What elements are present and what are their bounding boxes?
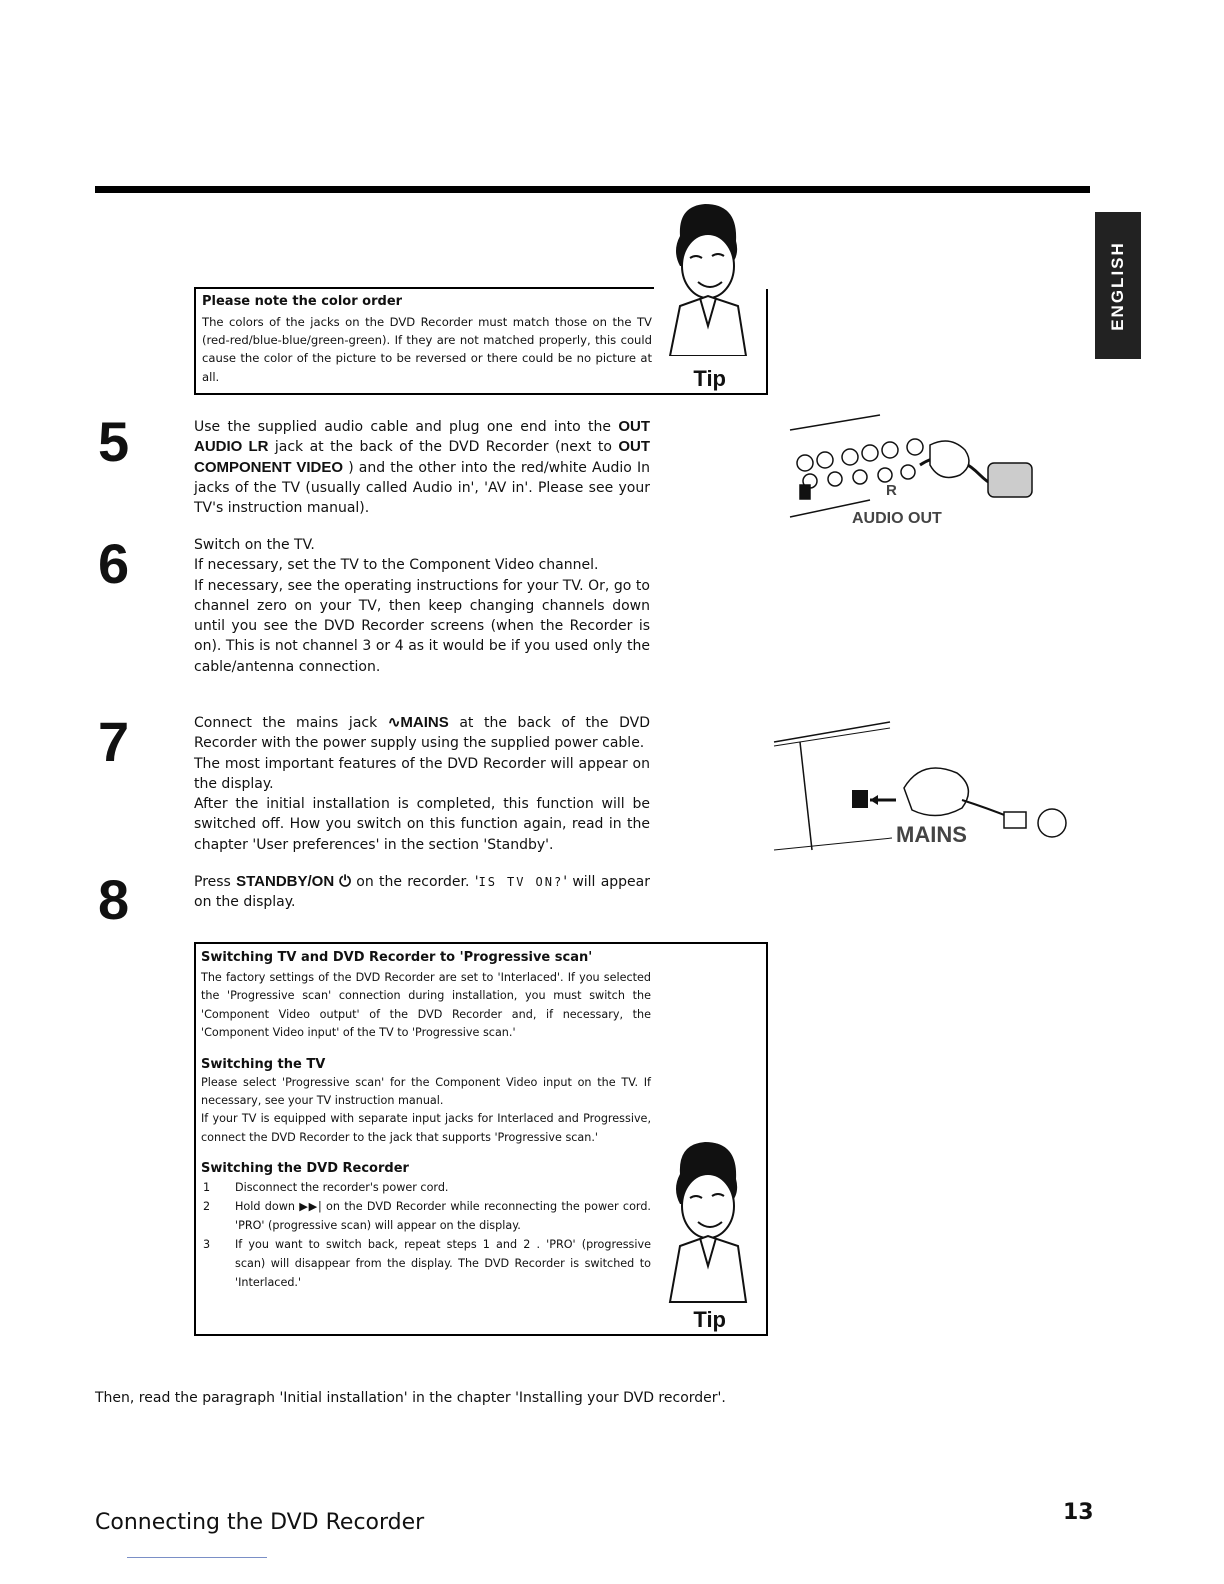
step-6-text: Switch on the TV. If necessary, set the TV to the Component Video channel. If necessary, see the operating instructions for your TV. Or, go to channel zero on your TV, then keep changing channels down until you see the DVD Recorder screens (when the Recorder is on). This is not channel 3 or 4 as it would be if you used only the cable/antenna connection. [194, 537, 650, 675]
list-item: 2 Hold down ▶▶| on the DVD Recorder while reconnecting the power cord. 'PRO' (progressive scan) will appear on the display. [203, 1200, 651, 1233]
footer-note: Then, read the paragraph 'Initial installation' in the chapter 'Installing your DVD recorder'. [95, 1390, 726, 1406]
tip-mascot-face-icon [650, 196, 760, 356]
language-tab [1095, 212, 1141, 359]
audio-out-illustration [780, 405, 1050, 530]
step-number-5: 5 [98, 410, 130, 473]
tip2-intro: The factory settings of the DVD Recorder are set to 'Interlaced'. If you selected the 'Progressive scan' connection during installation, you must switch the 'Component Video output' of the DVD Recorder and, if necessary, the 'Component Video input' of the TV to 'Progressive scan.' [201, 971, 651, 1040]
tip2-label: Tip [693, 1307, 726, 1332]
tip2-recorder-steps [201, 1178, 651, 1292]
audio-out-label: AUDIO OUT [852, 510, 942, 527]
step-number-8: 8 [98, 868, 130, 931]
mains-illustration [772, 718, 1072, 858]
tip2-tv-line-1: Please select 'Progressive scan' for the Component Video input on the TV. If necessary, see your TV instruction manual. [201, 1075, 651, 1108]
step-8-text: Press STANDBY/ON ⏻ on the recorder. 'IS TV ON?' will appear on the display. [194, 873, 651, 911]
tip2-title: Switching TV and DVD Recorder to 'Progressive scan' [201, 950, 593, 965]
tip2-tv-heading: Switching the TV [201, 1056, 326, 1072]
language-tab-label: ENGLISH [1108, 240, 1127, 331]
tip-title: Please note the color order [202, 294, 403, 309]
mains-label: MAINS [896, 822, 967, 847]
step-number-6: 6 [98, 532, 130, 595]
tip2-tv-line-2: If your TV is equipped with separate input jacks for Interlaced and Progressive, connect the DVD Recorder to the jack that supports 'Progressive scan.' [201, 1112, 651, 1144]
tip2-mascot-face-icon [650, 1134, 760, 1304]
step-number-7: 7 [98, 710, 130, 773]
list-item: 3 If you want to switch back, repeat steps 1 and 2 . 'PRO' (progressive scan) will disappear from the display. The DVD Recorder is switched to 'Interlaced.' [203, 1238, 651, 1290]
top-rule [95, 186, 1090, 193]
tip-label: Tip [693, 366, 726, 391]
step-7-text: Connect the mains jack ∿MAINS at the back of the DVD Recorder with the power supply using the supplied power cable. The most important features of the DVD Recorder will appear on the display. After the initial installation is completed, this function will be switched off. How you switch on this function again, read in the chapter 'User preferences' in the section 'Standby'. [194, 714, 650, 853]
tip-body: The colors of the jacks on the DVD Recorder must match those on the TV (red-red/blue-blue/green-green). If they are not matched properly, this could cause the color of the picture to be reversed or there could be no picture at all. [202, 315, 652, 384]
page-number: 13 [1063, 1500, 1094, 1525]
list-item: 1 Disconnect the recorder's power cord. [203, 1181, 449, 1195]
section-title: Connecting the DVD Recorder [95, 1510, 425, 1535]
footer-underline [127, 1557, 267, 1558]
tip2-recorder-heading: Switching the DVD Recorder [201, 1161, 409, 1177]
step-5-text: Use the supplied audio cable and plug one end into the OUT AUDIO LR jack at the back of the DVD Recorder (next to OUT COMPONENT VIDEO ) and the other into the red/white Audio In jacks of the TV (usually called Audio in', 'AV in'. Please see your TV's instruction manual). [194, 418, 650, 517]
jack-r-label: R [886, 482, 897, 499]
